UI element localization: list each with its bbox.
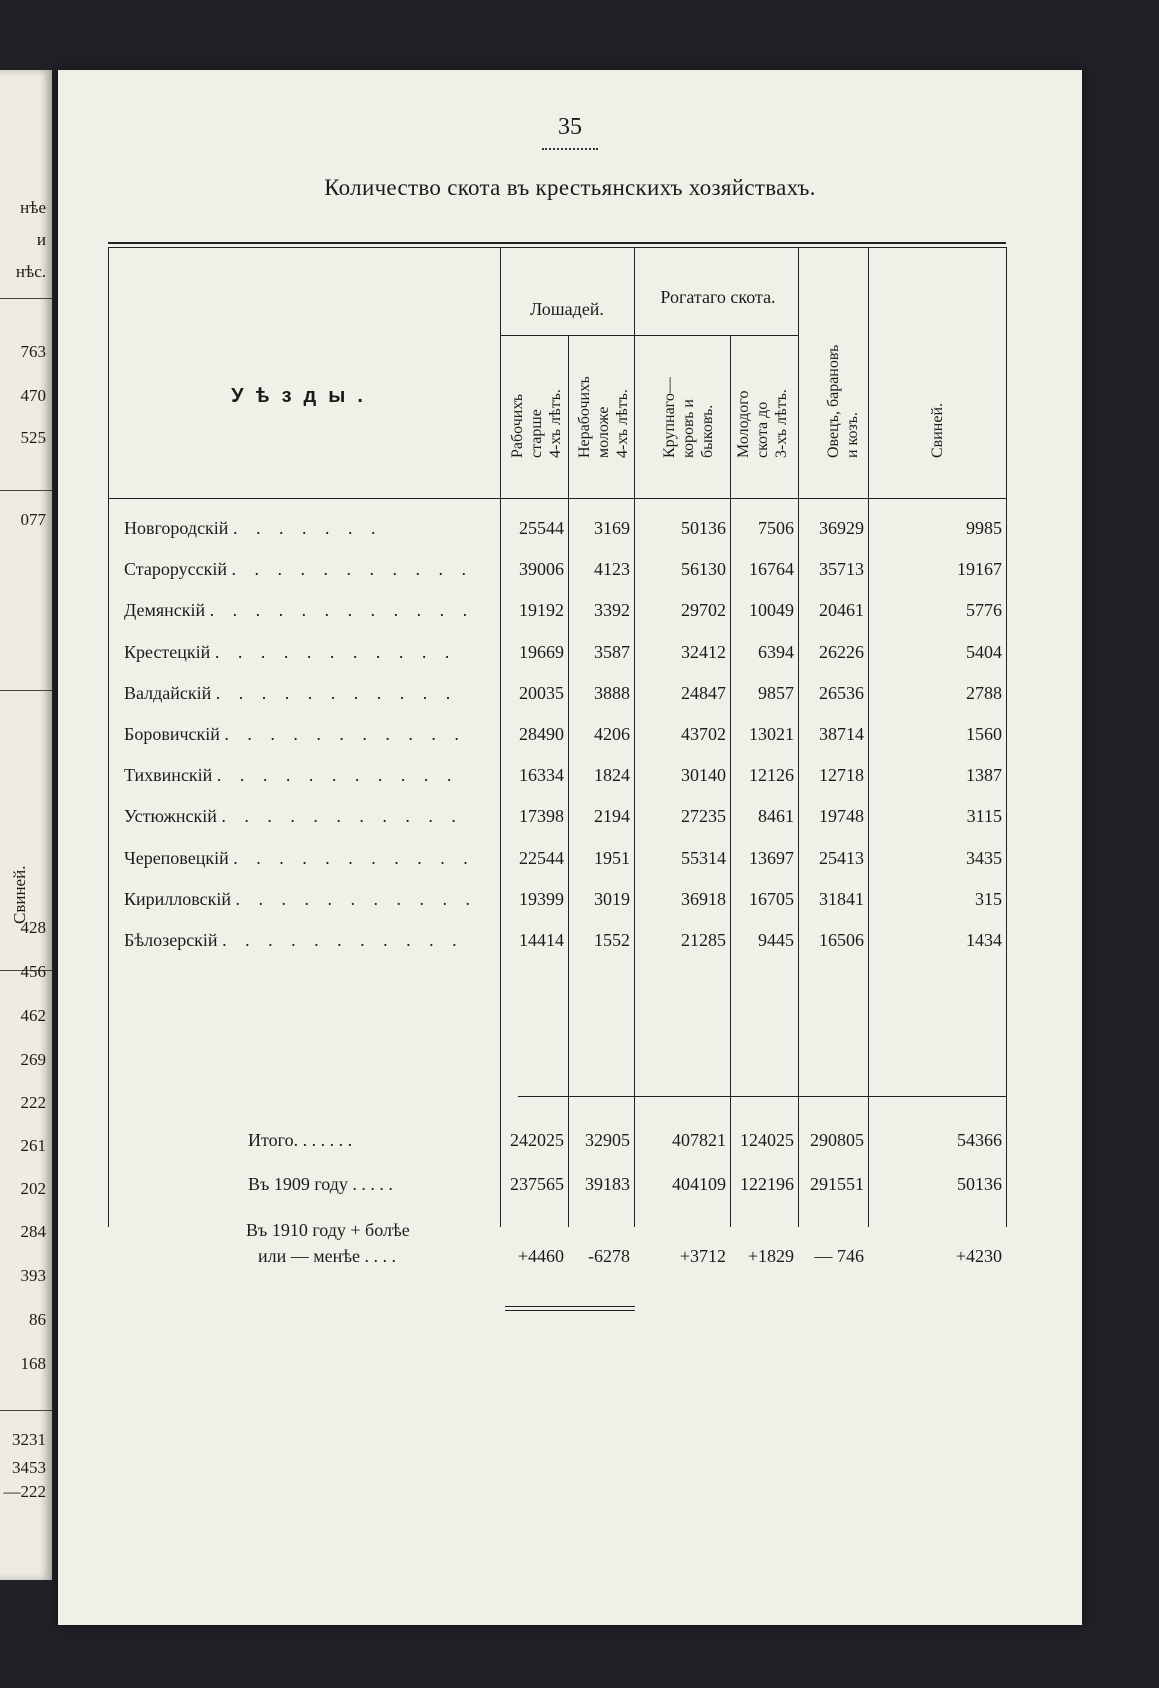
table-cell: 9445 [758,930,794,950]
table-cell: 1552 [594,930,630,950]
left-rule [0,490,52,491]
table-cell: 50136 [681,518,726,538]
totals-cell: 237565 [510,1174,564,1194]
left-rule [0,1410,52,1411]
district-label: Боровичскій [124,724,220,744]
left-number: 763 [20,342,46,361]
table-cell: 30140 [681,765,726,786]
district-label: Валдайскій [124,682,212,703]
district-label: Устюжнскій [124,806,217,827]
district-name [124,518,494,539]
leader-dots: . . . . . . . . . . . [233,847,475,868]
table-row [108,848,1008,878]
left-column-label: Свиней. [10,865,29,925]
table-cell: 25413 [819,847,864,868]
leader-dots: . . . . . . . . . . . [221,806,463,827]
district-label: Череповецкій [124,847,229,868]
table-cell: 35713 [819,559,864,580]
left-number: 428 [20,918,46,937]
totals-cell: 404109 [672,1174,726,1194]
leader-dots: . . . . . . . [232,518,383,538]
left-number: 168 [20,1354,46,1373]
diff-label-line2: или — менѣе . . . . [258,1246,397,1266]
table-cell: 32412 [681,641,726,662]
table-cell: 1951 [594,847,630,868]
header-sheep: Овецъ, барановъ и козъ. [825,344,861,458]
table-cell: 1387 [966,765,1002,786]
group-rule [500,335,634,336]
left-number: 470 [20,386,46,405]
left-number: 261 [20,1136,46,1155]
diff-cell: +1829 [747,1246,794,1266]
table-cell: 16506 [819,930,864,950]
table-cell: 39006 [519,559,564,580]
district-label: Бѣлозерскій [124,930,218,950]
diff-cell: +4460 [517,1246,564,1266]
livestock-table [108,230,1008,1300]
left-number: 393 [20,1266,46,1285]
table-cell: 12126 [749,765,794,786]
leader-dots: . . . . . . . . . . . [214,641,457,662]
diff-cell: -6278 [588,1246,630,1266]
table-cell: 16705 [749,888,794,909]
table-cell: 26226 [819,641,864,662]
header-working-horses: Рабочихъ старше 4-хъ лѣтъ. [509,389,564,458]
leader-dots: . . . . . . . . . . . [235,888,477,909]
table-cell: 20461 [819,600,864,621]
table-cell: 19669 [519,641,564,662]
left-number: 202 [20,1179,46,1198]
table-cell: 7506 [758,518,794,538]
left-rule [0,298,52,299]
diff-label-line1: Въ 1910 году + болѣе [246,1220,410,1240]
district-name [124,683,494,704]
totals-cell: 407821 [672,1130,726,1150]
table-cell: 36929 [819,518,864,538]
district-label: Демянскій [124,600,206,621]
book-page [58,70,1082,1625]
left-page-strip [0,70,52,1580]
leader-dots: . . . . . . . . . . . [224,724,466,744]
left-number: 86 [29,1310,46,1329]
table-cell: 4123 [594,559,630,580]
district-name [124,848,494,869]
table-cell: 5404 [966,641,1002,662]
table-row [108,765,1008,795]
diff-cell: — 746 [814,1246,864,1266]
header-bottom-rule [108,498,1006,499]
header-young-horses: Нерабочихъ моложе 4-хъ лѣтъ. [576,376,631,458]
totals-cell: 124025 [740,1130,794,1150]
table-cell: 20035 [519,682,564,703]
district-label: Крестецкій [124,641,211,662]
left-number: 284 [20,1222,46,1241]
district-name [124,600,494,621]
district-name [124,930,494,951]
left-rule [0,690,52,691]
table-cell: 36918 [681,888,726,909]
table-cell: 19399 [519,888,564,909]
table-cell: 4206 [594,724,630,744]
closing-rule [505,1310,635,1311]
totals-cell: 39183 [585,1174,630,1194]
totals-cell: 32905 [585,1130,630,1150]
table-cell: 16764 [749,559,794,580]
table-cell: 3169 [594,518,630,538]
table-cell: 6394 [758,641,794,662]
table-cell: 19192 [519,600,564,621]
left-number: 456 [20,962,46,981]
totals-rule [518,1096,1006,1097]
table-cell: 2194 [594,806,630,827]
header-cattle-young: Молодого скота до 3-хъ лѣтъ. [735,389,790,458]
table-cell: 3587 [594,641,630,662]
totals-label: Итого. . . . . . . [248,1130,353,1150]
left-fragment: нѣс. [15,262,46,281]
totals-cell: 290805 [810,1130,864,1150]
header-horses: Лошадей. [530,299,604,319]
totals-cell: 54366 [957,1130,1002,1150]
district-name [124,559,494,580]
header-cattle-large: Крупнаго— коровъ и быковъ. [661,377,716,458]
page-title: Количество скота въ крестьянскихъ хозяйствахъ. [324,175,816,200]
left-total: 3231 [12,1430,46,1449]
table-row [108,683,1008,713]
table-cell: 13697 [749,847,794,868]
table-cell: 9985 [966,518,1002,538]
table-cell: 22544 [519,847,564,868]
table-cell: 12718 [819,765,864,786]
table-cell: 8461 [758,806,794,827]
table-cell: 29702 [681,600,726,621]
table-row [108,559,1008,589]
header-uezdy: Уѣзды. [231,385,375,407]
table-cell: 2788 [966,682,1002,703]
table-cell: 28490 [519,724,564,744]
table-cell: 5776 [966,600,1002,621]
left-number: 222 [20,1093,46,1112]
left-number: 077 [20,510,46,529]
table-cell: 43702 [681,724,726,744]
table-cell: 16334 [519,765,564,786]
diff-cell: +3712 [679,1246,726,1266]
totals-cell: 291551 [810,1174,864,1194]
table-cell: 3888 [594,682,630,703]
table-cell: 3115 [966,806,1002,827]
diff-cell: +4230 [955,1246,1002,1266]
table-cell: 315 [975,888,1002,909]
left-fragment: и [36,230,46,249]
table-cell: 3435 [966,847,1002,868]
district-name [124,642,494,663]
leader-dots: . . . . . . . . . . . . [209,600,475,621]
left-total: 3453 [12,1458,46,1477]
left-number: 525 [20,428,46,447]
table-row [108,930,1008,960]
leader-dots: . . . . . . . . . . . [222,930,464,950]
table-row [108,642,1008,672]
table-cell: 19748 [819,806,864,827]
totals-label: Въ 1909 году . . . . . [248,1174,393,1194]
table-row [108,600,1008,630]
table-cell: 19167 [957,559,1002,580]
table-row [108,724,1008,754]
table-cell: 13021 [749,724,794,744]
table-top-rule [108,247,1006,248]
left-number: 269 [20,1050,46,1069]
table-row [108,518,1008,548]
page-number: 35 [558,114,582,140]
table-top-rule [108,242,1006,244]
district-label: Новгородскій [124,518,229,538]
table-cell: 17398 [519,806,564,827]
leader-dots: . . . . . . . . . . . [215,682,458,703]
header-cattle: Рогатаго скота. [660,287,776,307]
left-fragment: нѣе [20,198,46,217]
district-name [124,889,494,910]
table-cell: 56130 [681,559,726,580]
table-cell: 9857 [758,682,794,703]
table-cell: 10049 [749,600,794,621]
leader-dots: . . . . . . . . . . . [216,765,459,786]
district-name [124,806,494,827]
table-cell: 24847 [681,682,726,703]
totals-cell: 122196 [740,1174,794,1194]
closing-rule [505,1306,635,1307]
table-row [108,889,1008,919]
table-cell: 26536 [819,682,864,703]
table-cell: 1824 [594,765,630,786]
table-cell: 1434 [966,930,1002,950]
totals-cell: 242025 [510,1130,564,1150]
table-cell: 14414 [519,930,564,950]
table-cell: 31841 [819,888,864,909]
table-cell: 25544 [519,518,564,538]
district-label: Старорусскій [124,559,227,580]
leader-dots: . . . . . . . . . . . [231,559,473,580]
left-total: —222 [3,1482,46,1501]
header-pigs: Свиней. [929,402,946,458]
table-cell: 27235 [681,806,726,827]
table-cell: 3392 [594,600,630,621]
group-rule [634,335,798,336]
table-row [108,806,1008,836]
left-number: 462 [20,1006,46,1025]
totals-cell: 50136 [957,1174,1002,1194]
table-cell: 21285 [681,930,726,950]
table-cell: 1560 [966,724,1002,744]
district-name [124,765,494,786]
table-cell: 38714 [819,724,864,744]
page-number-ornament [542,148,598,150]
table-cell: 55314 [681,847,726,868]
district-label: Тихвинскій [124,765,213,786]
district-name [124,724,494,745]
district-label: Кирилловскій [124,888,231,909]
table-cell: 3019 [594,888,630,909]
